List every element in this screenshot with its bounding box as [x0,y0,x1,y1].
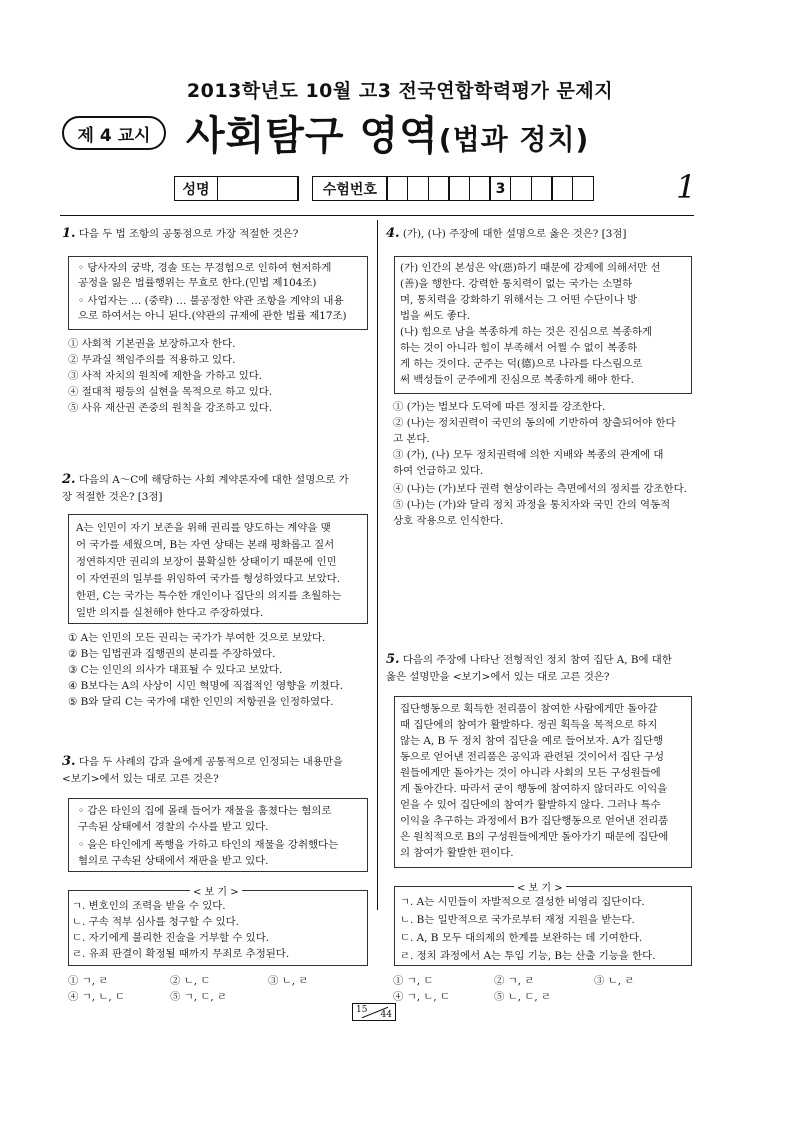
question-2-stem-cont: 장 적절한 것은? [3점] [62,491,163,503]
bogi-item: ㄱ. A는 시민들이 자발적으로 결성한 비영리 집단이다. [400,896,645,908]
box-line: 원들에게만 돌아가는 것이 아니라 사회의 모든 구성원들에 [400,767,661,779]
box-line: ◦ 사업자는 … (중략) … 불공정한 약관 조항을 계약의 내용 [78,295,344,307]
name-label: 성명 [174,176,218,201]
spacer [297,176,313,201]
option[interactable]: ① (가)는 법보다 도덕에 따른 정치를 강조한다. [393,401,606,413]
header-divider [60,215,694,216]
bogi-item: ㄹ. 정치 과정에서 A는 투입 기능, B는 산출 기능을 한다. [400,950,656,962]
examinee-info-row [174,176,594,201]
subject-title [186,104,589,161]
box-line: 공정을 잃은 법률행위는 무효로 한다.(민법 제104조) [78,277,317,289]
option[interactable]: ② ㄴ, ㄷ [170,975,211,987]
bogi-item: ㄴ. B는 일반적으로 국가로부터 재정 지원을 받는다. [400,914,635,926]
bogi-item: ㄱ. 변호인의 조력을 받을 수 있다. [72,900,226,912]
exam-number-digit[interactable] [572,176,594,201]
box-line: 으로 하여서는 아니 된다.(약관의 규제에 관한 법률 제17조) [78,310,347,322]
box-line: 집단행동으로 획득한 전리품이 참여한 사람에게만 돌아갈 [400,703,658,715]
question-4-stem: 4. (가), (나) 주장에 대한 설명으로 옳은 것은? [3점] [386,226,627,241]
exam-number-digit[interactable] [551,176,573,201]
box-line: ◦ 당사자의 궁박, 경솔 또는 무경험으로 인하여 현저하게 [78,262,332,274]
column-divider [377,220,378,910]
box-line: 며, 통치력을 강화하기 위해서는 그 어떤 수단이나 방 [400,294,638,306]
option[interactable]: ⑤ ㄱ, ㄷ, ㄹ [170,991,228,1003]
bogi-label: < 보 기 > [514,879,566,894]
box-line: 써 백성들이 군주에게 진심으로 복종하게 해야 한다. [400,374,634,386]
name-field[interactable] [217,176,299,201]
box-line: 이 자연권의 일부를 위임하여 국가를 형성하였다고 보았다. [76,573,341,585]
option-cont: 하여 언급하고 있다. [393,465,484,477]
box-line: 한편, C는 국가는 특수한 개인이나 집단의 의지를 초월하는 [76,590,342,602]
box-line: 은 원칙적으로 B의 구성원들에게만 돌아가기 때문에 집단에 [400,831,669,843]
subject-main: 사회탐구 영역 [186,113,439,159]
option[interactable]: ① ㄱ, ㄹ [68,975,109,987]
bogi-item: ㄹ. 유죄 판결이 확정될 때까지 무죄로 추정된다. [72,948,290,960]
option[interactable]: ③ (가), (나) 모두 정치권력에 의한 지배와 복종의 관계에 대 [393,449,664,461]
question-5-stem: 5. 다음의 주장에 나타난 전형적인 정치 참여 집단 A, B에 대한 [386,652,672,667]
exam-number-digit[interactable] [510,176,532,201]
box-line: 이익을 추구하는 과정에서 B가 집단행동으로 얻어낸 전리품 [400,815,669,827]
option[interactable]: ② 무과실 책임주의를 적용하고 있다. [68,354,236,366]
box-line: 게 하는 것이다. 군주는 덕(德)으로 나라를 다스림으로 [400,358,643,370]
option[interactable]: ④ 절대적 평등의 실현을 목적으로 하고 있다. [68,386,273,398]
question-5-stem-cont: 옳은 설명만을 <보기>에서 있는 대로 고른 것은? [386,671,610,683]
page-number: 1 [676,168,697,206]
exam-number-label: 수험번호 [312,176,388,201]
option[interactable]: ③ ㄴ, ㄹ [268,975,309,987]
option[interactable]: ⑤ ㄴ, ㄷ, ㄹ [494,991,552,1003]
option[interactable]: ① ㄱ, ㄷ [393,975,434,987]
bogi-item: ㄷ. A, B 모두 대의제의 한계를 보완하는 데 기여한다. [400,932,643,944]
exam-number-digit[interactable] [469,176,491,201]
box-line: 법을 써도 좋다. [400,310,471,322]
box-line: 구속된 상태에서 경찰의 수사를 받고 있다. [78,821,269,833]
box-line: 않는 A, B 두 정치 참여 집단을 예로 들어보자. A가 집단행 [400,735,664,747]
exam-title: 2013학년도 10월 고3 전국연합학력평가 문제지 [186,80,614,102]
box-line: (가) 인간의 본성은 악(惡)하기 때문에 강제에 의해서만 선 [400,262,661,274]
box-line: 게 돌아간다. 따라서 굳이 행동에 참여하지 않더라도 이익을 [400,783,668,795]
option[interactable]: ② (나)는 정치권력이 국민의 동의에 기반하여 창출되어야 한다 [393,417,676,429]
period-badge: 제 4 교시 [62,116,166,150]
bogi-item: ㄴ. 구속 적부 심사를 청구할 수 있다. [72,916,239,928]
option-cont: 상호 작용으로 인식한다. [393,515,504,527]
option[interactable]: ① A는 인민의 모든 권리는 국가가 부여한 것으로 보았다. [68,632,326,644]
box-line: 혐의로 구속된 상태에서 재판을 받고 있다. [78,855,269,867]
option-cont: 고 본다. [393,433,430,445]
question-2-stem: 2. 다음의 A～C에 해당하는 사회 계약론자에 대한 설명으로 가 [62,472,349,487]
page-total: 44 [380,1010,392,1020]
option[interactable]: ① 사회적 기본권을 보장하고자 한다. [68,338,236,350]
question-3-stem: 3. 다음 두 사례의 갑과 을에게 공통적으로 인정되는 내용만을 [62,754,343,769]
exam-number-digit[interactable] [407,176,429,201]
exam-number-digit[interactable] [531,176,553,201]
box-line: ◦ 을은 타인에게 폭행을 가하고 타인의 재물을 강취했다는 [78,839,339,851]
exam-number-digit[interactable] [448,176,470,201]
page-current: 15 [356,1005,368,1015]
box-line: 얻을 수 있어 집단에의 참여가 활발하지 않다. 그러나 특수 [400,799,661,811]
option[interactable]: ② B는 입법권과 집행권의 분리를 주장하였다. [68,648,276,660]
box-line: 정연하지만 권리의 보장이 불확실한 상태이기 때문에 인민 [76,556,337,568]
option[interactable]: ⑤ 사유 재산권 존중의 원칙을 강조하고 있다. [68,402,273,414]
subject-sub: (법과 정치) [438,123,590,156]
option[interactable]: ⑤ (나)는 (가)와 달리 정치 과정을 통치자와 국민 간의 역동적 [393,499,671,511]
exam-number-digit[interactable] [386,176,408,201]
question-3-stem-cont: <보기>에서 있는 대로 고른 것은? [62,773,219,785]
bogi-label: < 보 기 > [190,883,242,898]
box-line: 때 집단에의 참여가 활발하다. 정권 획득을 목적으로 하지 [400,719,658,731]
option[interactable]: ④ (나)는 (가)보다 권력 현상이라는 측면에서의 정치를 강조한다. [393,483,687,495]
box-line: 동으로 얻어낸 전리품은 공익과 관련된 것이어서 집단 구성 [400,751,665,763]
option[interactable]: ③ C는 인민의 의사가 대표될 수 있다고 보았다. [68,664,283,676]
option[interactable]: ④ B보다는 A의 사상이 시민 혁명에 직접적인 영향을 끼쳤다. [68,680,343,692]
option[interactable]: ⑤ B와 달리 C는 국가에 대한 인민의 저항권을 인정하였다. [68,696,334,708]
box-line: ◦ 갑은 타인의 집에 몰래 들어가 재물을 훔쳤다는 혐의로 [78,805,332,817]
exam-number-digit[interactable] [428,176,450,201]
box-line: 하는 것이 아니라 힘이 부족해서 어쩔 수 없이 복종하 [400,342,638,354]
bogi-item: ㄷ. 자기에게 불리한 진술을 거부할 수 있다. [72,932,270,944]
box-line: 의 참여가 활발한 편이다. [400,847,514,859]
page-counter [352,1003,396,1021]
question-1-stem: 1. 다음 두 법 조항의 공통점으로 가장 적절한 것은? [62,226,299,241]
option[interactable]: ④ ㄱ, ㄴ, ㄷ [68,991,126,1003]
box-line: (善)을 행한다. 강력한 통치력이 없는 국가는 소멸하 [400,278,633,290]
option[interactable]: ③ 사적 자치의 원칙에 제한을 가하고 있다. [68,370,263,382]
option[interactable]: ② ㄱ, ㄹ [494,975,535,987]
box-line: 어 국가를 세웠으며, B는 자연 상태는 본래 평화롭고 질서 [76,539,335,551]
option[interactable]: ④ ㄱ, ㄴ, ㄷ [393,991,451,1003]
exam-number-digit: 3 [489,176,511,201]
box-line: (나) 힘으로 남을 복종하게 하는 것은 진심으로 복종하게 [400,326,653,338]
box-line: A는 인민이 자기 보존을 위해 권리를 양도하는 계약을 맺 [76,522,331,534]
option[interactable]: ③ ㄴ, ㄹ [594,975,635,987]
box-line: 일반 의지를 실천해야 한다고 주장하였다. [76,607,264,619]
